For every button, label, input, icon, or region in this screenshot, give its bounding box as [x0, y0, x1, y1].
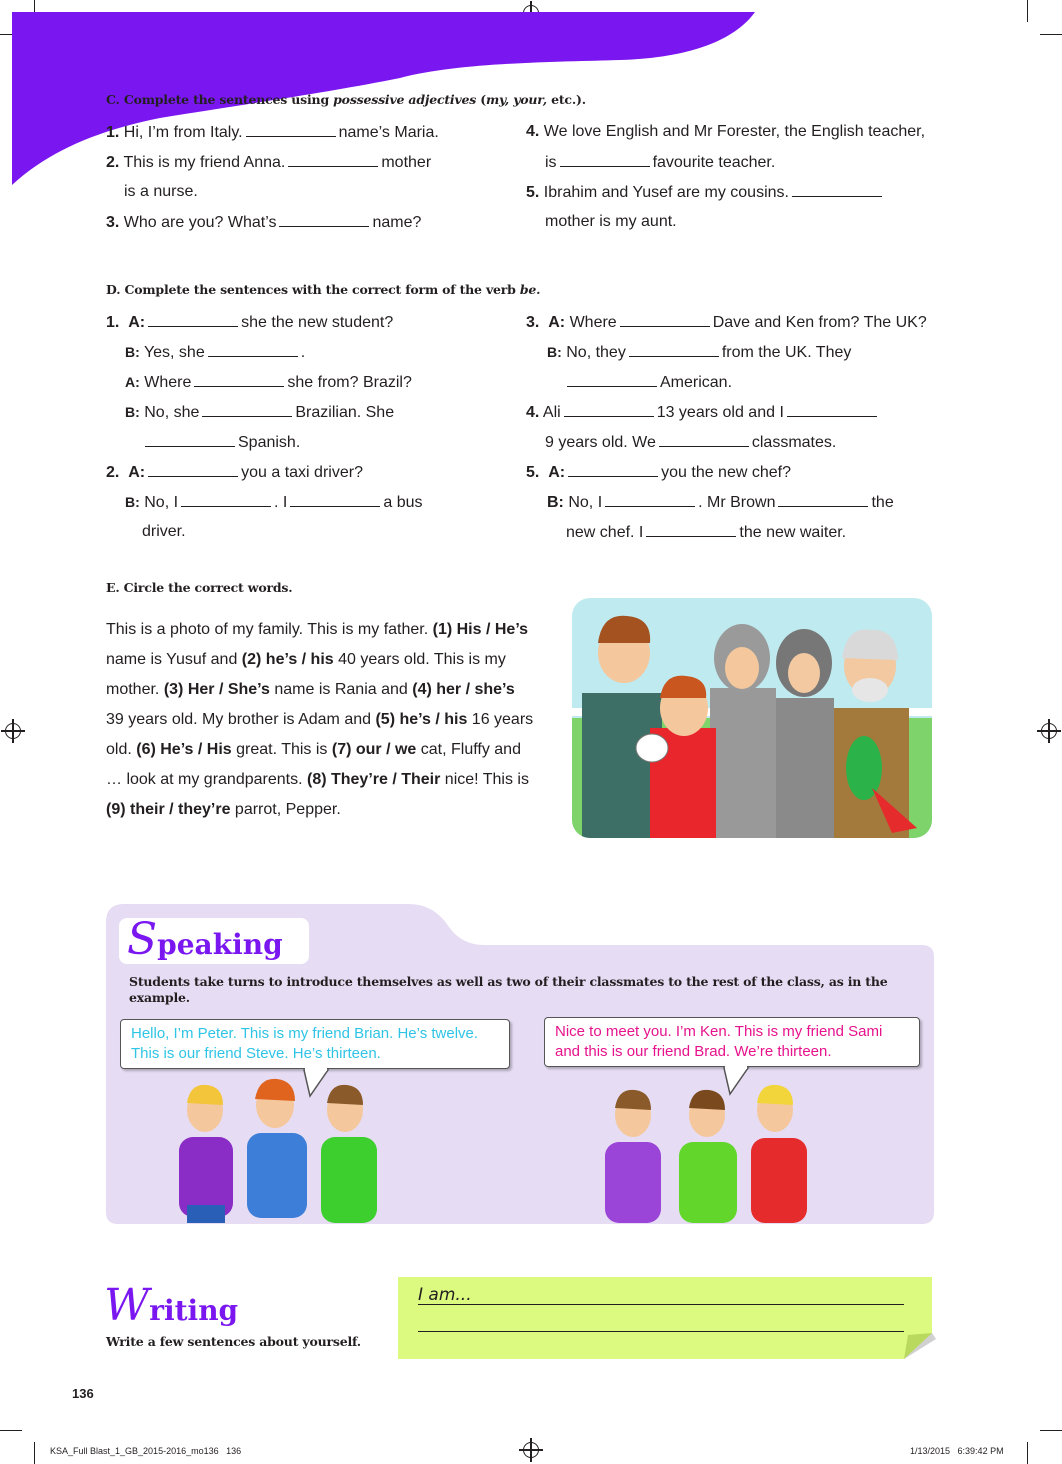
- answer-blank[interactable]: [194, 372, 284, 387]
- d-item-3-line-3: American.: [564, 372, 732, 393]
- sticky-note: [396, 1275, 942, 1363]
- answer-blank[interactable]: [202, 402, 292, 417]
- d-item-5-line-1: 5. A: you the new chef?: [526, 464, 791, 481]
- family-illustration: [572, 598, 932, 838]
- c-item-5-cont: mother is my aunt.: [545, 213, 677, 230]
- answer-blank[interactable]: [787, 402, 877, 417]
- boys-illustration-left: [165, 1075, 385, 1223]
- answer-blank[interactable]: [792, 182, 882, 197]
- registration-mark-bottom: [523, 1442, 539, 1458]
- registration-mark-left: [5, 723, 21, 739]
- answer-blank[interactable]: [659, 432, 749, 447]
- answer-blank[interactable]: [246, 122, 336, 137]
- answer-blank[interactable]: [620, 312, 710, 327]
- d-item-1-line-3: A: Where she from? Brazil?: [125, 374, 412, 391]
- boys-illustration-right: [595, 1080, 820, 1223]
- choice-6[interactable]: (6) He’s / His: [136, 741, 232, 758]
- note-line-2[interactable]: [418, 1331, 904, 1332]
- d-item-5-line-2: B: No, I . Mr Brown the: [547, 494, 894, 511]
- page-number: 136: [72, 1386, 94, 1401]
- footer-left: KSA_Full Blast_1_GB_2015-2016_mo136 136: [50, 1446, 242, 1456]
- answer-blank[interactable]: [629, 342, 719, 357]
- d-item-5-line-3: new chef. I the new waiter.: [566, 524, 847, 541]
- speech-bubble-ken: Nice to meet you. I’m Ken. This is my friend Sami and this is our friend Brad. We’re thirteen.: [544, 1017, 920, 1067]
- choice-5[interactable]: (5) he’s / his: [375, 711, 468, 728]
- answer-blank[interactable]: [181, 492, 271, 507]
- answer-blank[interactable]: [778, 492, 868, 507]
- c-item-4: 4. We love English and Mr Forester, the English teacher,: [526, 123, 926, 140]
- answer-blank[interactable]: [560, 152, 650, 167]
- note-starter-text: I am...: [418, 1285, 472, 1305]
- d-item-1-line-5: Spanish.: [142, 432, 300, 453]
- c-item-3: 3. Who are you? What’s name?: [106, 214, 422, 231]
- d-item-1-line-4: B: No, she Brazilian. She: [125, 404, 395, 421]
- answer-blank[interactable]: [564, 402, 654, 417]
- choice-8[interactable]: (8) They’re / Their: [306, 771, 441, 788]
- answer-blank[interactable]: [145, 432, 235, 447]
- answer-blank[interactable]: [646, 522, 736, 537]
- d-item-4-line-2: 9 years old. We classmates.: [545, 434, 837, 451]
- choice-3[interactable]: (3) Her / She’s: [163, 681, 270, 698]
- writing-instruction: Write a few sentences about yourself.: [106, 1334, 361, 1349]
- c-item-5: 5. Ibrahim and Yusef are my cousins.: [526, 182, 885, 203]
- c-item-4-cont: is favourite teacher.: [545, 154, 776, 171]
- d-item-3-line-1: 3. A: Where Dave and Ken from? The UK?: [526, 314, 927, 331]
- choice-4[interactable]: (4) her / she’s: [412, 681, 515, 698]
- answer-blank[interactable]: [568, 462, 658, 477]
- section-c-heading: C. Complete the sentences using possessive adjectives (my, your, etc.).: [106, 92, 586, 107]
- d-item-2-line-3: driver.: [142, 523, 186, 540]
- d-item-1-line-2: B: Yes, she .: [125, 344, 306, 361]
- choice-9[interactable]: (9) their / they’re: [106, 801, 231, 818]
- c-item-2-cont: is a nurse.: [124, 183, 198, 200]
- choice-1[interactable]: (1) His / He’s: [432, 621, 529, 638]
- answer-blank[interactable]: [148, 312, 238, 327]
- registration-mark-right: [1041, 723, 1057, 739]
- section-e-paragraph: This is a photo of my family. This is my father. (1) His / He’s name is Yusuf and (2) he’s / his 40 years old. This is my mother. (3) Her / She’s name is Rania and (4) her / she’s 39 years old. My brother is Adam and (5) he’s / his 16 years old. (6) He’s / His great. This is (7) our / we cat, Fluffy and … look at my grandparents. (8) They’re / Their nice! This is (9) their / they’re parrot, Pepper.: [106, 621, 534, 818]
- answer-blank[interactable]: [148, 462, 238, 477]
- section-d-heading: D. Complete the sentences with the correct form of the verb be.: [106, 282, 541, 297]
- d-item-2-line-1: 2. A: you a taxi driver?: [106, 464, 363, 481]
- c-item-1: 1. Hi, I’m from Italy. name’s Maria.: [106, 124, 439, 141]
- answer-blank[interactable]: [288, 152, 378, 167]
- answer-blank[interactable]: [290, 492, 380, 507]
- d-item-4-line-1: 4. Ali 13 years old and I: [526, 402, 880, 423]
- answer-blank[interactable]: [279, 212, 369, 227]
- speaking-instruction: Students take turns to introduce themselves as well as two of their classmates to the rest of the class, as in the example.: [129, 974, 888, 1005]
- answer-blank[interactable]: [567, 372, 657, 387]
- footer-right: 1/13/2015 6:39:42 PM: [910, 1446, 1004, 1456]
- answer-blank[interactable]: [208, 342, 298, 357]
- writing-title: Writing: [104, 1280, 239, 1331]
- note-line-1[interactable]: [418, 1304, 904, 1305]
- choice-7[interactable]: (7) our / we: [331, 741, 417, 758]
- choice-2[interactable]: (2) he’s / his: [241, 651, 334, 668]
- d-item-2-line-2: B: No, I . I a bus: [125, 494, 423, 511]
- section-e-heading: E. Circle the correct words.: [106, 580, 293, 595]
- c-item-2: 2. This is my friend Anna. mother: [106, 154, 432, 171]
- answer-blank[interactable]: [605, 492, 695, 507]
- d-item-1-line-1: 1. A: she the new student?: [106, 314, 394, 331]
- speech-bubble-peter: Hello, I’m Peter. This is my friend Brian. He’s twelve. This is our friend Steve. He’s thirteen.: [120, 1019, 510, 1069]
- speaking-title: Speaking: [127, 914, 283, 965]
- d-item-3-line-2: B: No, they from the UK. They: [547, 344, 852, 361]
